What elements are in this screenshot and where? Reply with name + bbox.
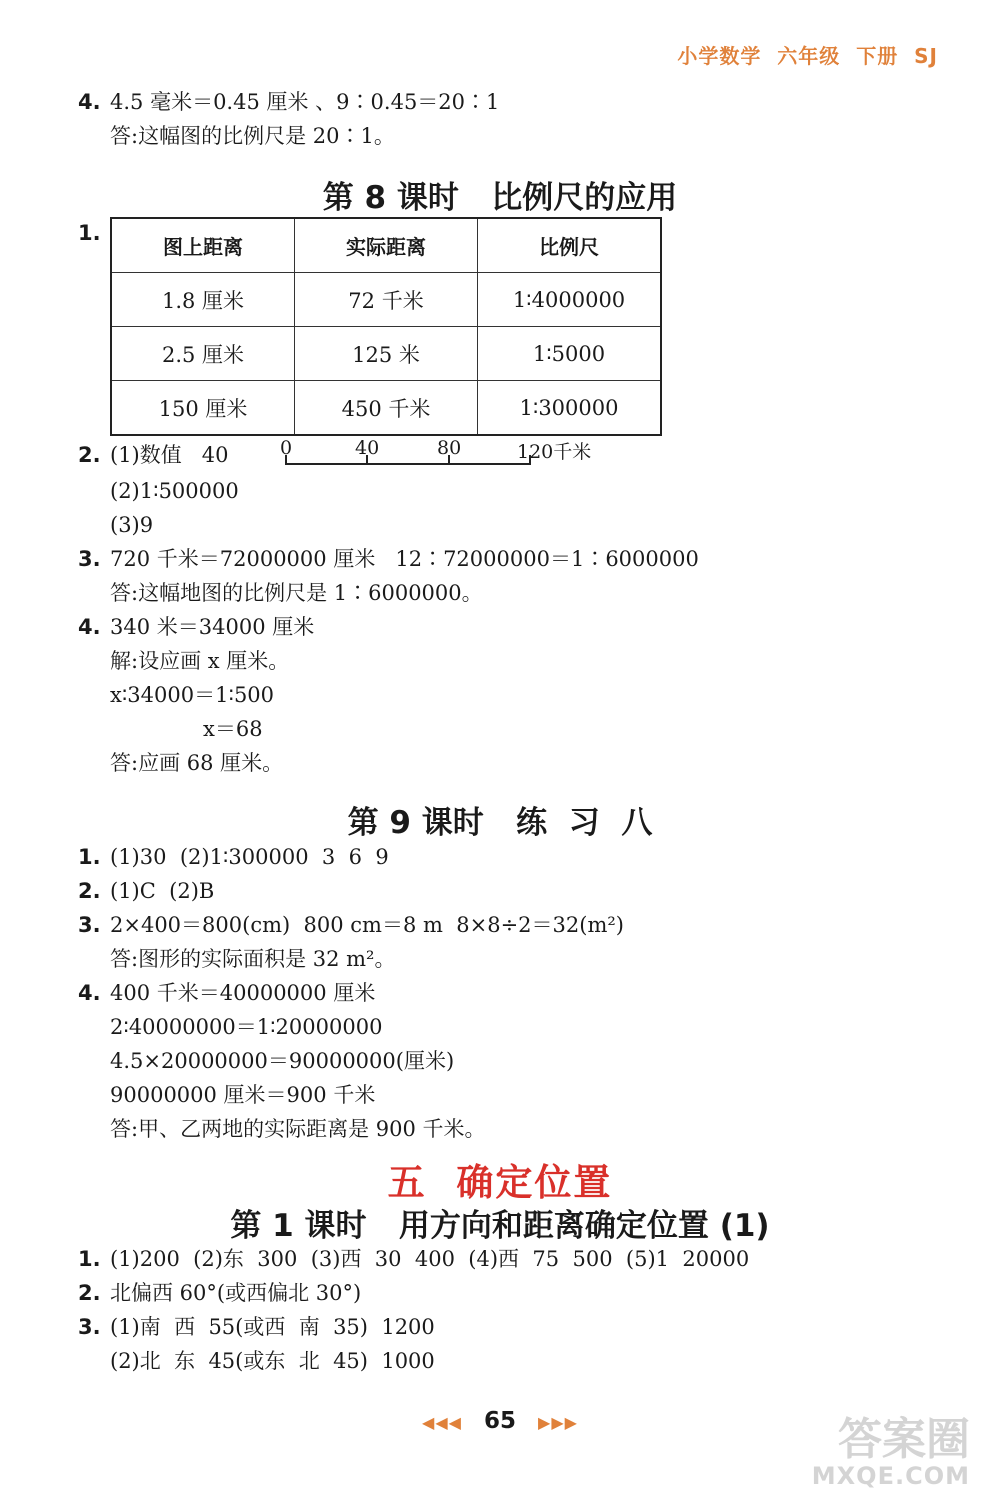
watermark-logo: 答案圈 (838, 1414, 970, 1465)
answer-line: 4.5×20000000＝90000000(厘米) (110, 1049, 455, 1073)
answer-line: x∶34000＝1∶500 (110, 683, 275, 707)
answer-line: x＝68 (203, 717, 263, 741)
table-cell: 1∶300000 (478, 381, 662, 436)
scale-table (110, 217, 662, 436)
answer-line: (3)9 (110, 513, 154, 537)
table-row (111, 273, 661, 327)
table-cell: 450 千米 (295, 381, 478, 436)
answer-line: (1)南 西 55(或西 南 35) 1200 (110, 1315, 435, 1339)
table-header-row (111, 218, 661, 273)
answer-line: 2∶40000000＝1∶20000000 (110, 1015, 383, 1039)
scale-label: 80 (437, 437, 462, 459)
left-arrows-icon: ◀◀◀ (422, 1413, 462, 1432)
watermark-url: MXQE.COM (811, 1462, 970, 1490)
scale-label: 0 (280, 437, 293, 459)
question-number: 3. (78, 913, 101, 937)
question-number: 2. (78, 443, 101, 467)
question-number: 4. (78, 90, 101, 114)
question-number: 1. (78, 221, 101, 245)
table-cell: 1∶4000000 (478, 273, 662, 327)
question-number: 2. (78, 1281, 101, 1305)
answer-line: 340 米＝34000 厘米 (110, 615, 315, 639)
table-row (111, 381, 661, 436)
answer-line: 答:这幅图的比例尺是 20∶1。 (110, 124, 395, 148)
table-cell: 1.8 厘米 (111, 273, 295, 327)
answer-line: (2)北 东 45(或东 北 45) 1000 (110, 1349, 435, 1373)
table-cell: 150 厘米 (111, 381, 295, 436)
question-number: 4. (78, 981, 101, 1005)
right-arrows-icon: ▶▶▶ (538, 1413, 578, 1432)
question-number: 4. (78, 615, 101, 639)
answer-line: 答:这幅地图的比例尺是 1∶6000000。 (110, 581, 483, 605)
column-header: 比例尺 (478, 218, 662, 273)
book-header: 小学数学 六年级 下册 SJ (677, 44, 938, 68)
table-cell: 125 米 (295, 327, 478, 381)
answer-line: 90000000 厘米＝900 千米 (110, 1083, 376, 1107)
question-number: 3. (78, 547, 101, 571)
answer-line: 答:甲、乙两地的实际距离是 900 千米。 (110, 1117, 486, 1141)
scale-label: 120千米 (517, 441, 592, 463)
lesson-title: 第 9 课时 练 习 八 (347, 805, 653, 841)
question-number: 3. (78, 1315, 101, 1339)
page-number: 65 (483, 1408, 516, 1434)
answer-line: 答:应画 68 厘米。 (110, 751, 284, 775)
lesson-title: 第 8 课时 比例尺的应用 (322, 180, 678, 216)
answer-line: (2)1∶500000 (110, 479, 239, 503)
answer-line: (1)数值 40 (110, 443, 229, 467)
answer-line: (1)C (2)B (110, 879, 215, 903)
unit-title: 五 确定位置 (387, 1161, 613, 1204)
question-number: 1. (78, 845, 101, 869)
answer-line: 北偏西 60°(或西偏北 30°) (110, 1281, 362, 1305)
answer-line: 2×400＝800(cm) 800 cm＝8 m 8×8÷2＝32(m²) (110, 913, 624, 937)
lesson-title: 第 1 课时 用方向和距离确定位置 (1) (230, 1208, 770, 1244)
question-number: 1. (78, 1247, 101, 1271)
question-number: 2. (78, 879, 101, 903)
column-header: 实际距离 (295, 218, 478, 273)
answer-line: 4.5 毫米＝0.45 厘米 、9∶0.45＝20∶1 (110, 90, 500, 114)
scale-label: 40 (355, 437, 380, 459)
column-header: 图上距离 (111, 218, 295, 273)
table-cell: 1∶5000 (478, 327, 662, 381)
answer-line: 答:图形的实际面积是 32 m²。 (110, 947, 396, 971)
table-cell: 72 千米 (295, 273, 478, 327)
scale-bar (285, 463, 530, 465)
table-cell: 2.5 厘米 (111, 327, 295, 381)
answer-line: (1)200 (2)东 300 (3)西 30 400 (4)西 75 500 (5)1 20000 (110, 1247, 750, 1271)
table-row (111, 327, 661, 381)
answer-line: (1)30 (2)1∶300000 3 6 9 (110, 845, 389, 869)
answer-line: 解:设应画 x 厘米。 (110, 649, 290, 673)
answer-line: 400 千米＝40000000 厘米 (110, 981, 376, 1005)
answer-line: 720 千米＝72000000 厘米 12∶72000000＝1∶6000000 (110, 547, 699, 571)
